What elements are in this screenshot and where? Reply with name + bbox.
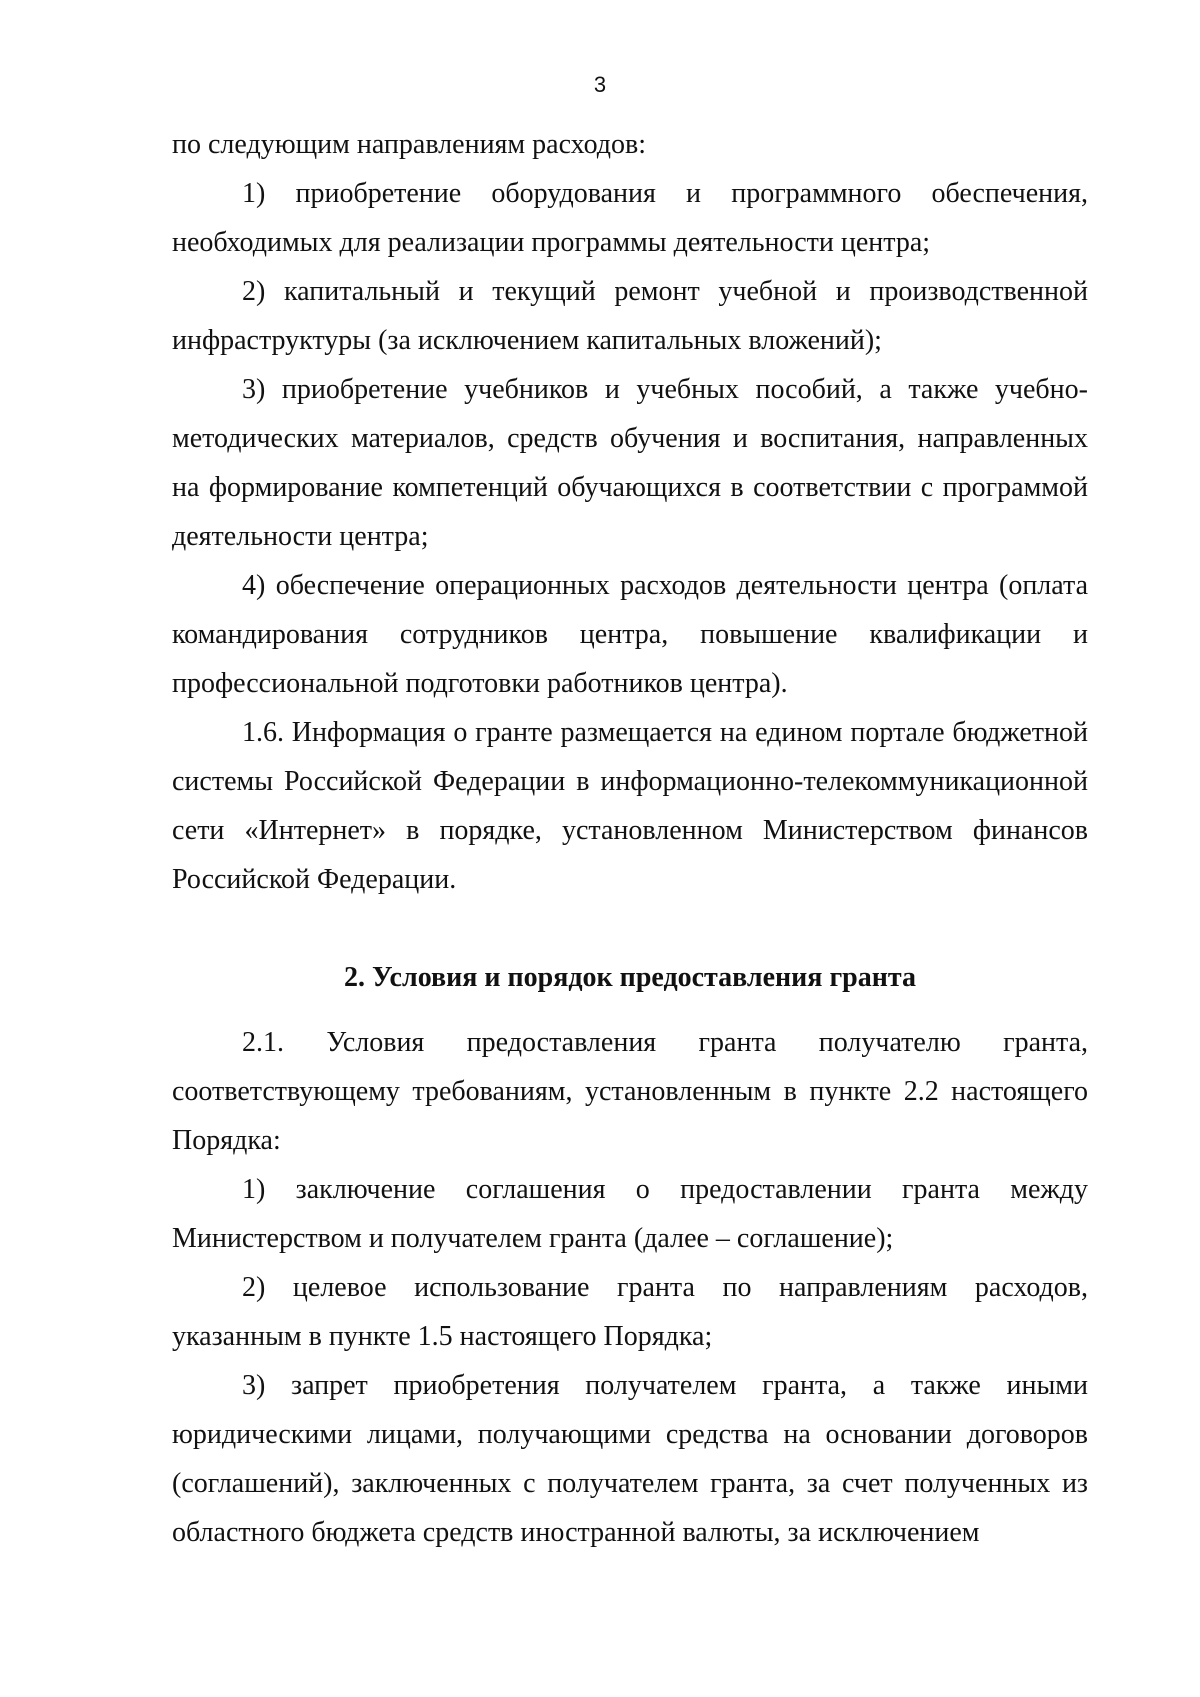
paragraph-continuation: по следующим направлениям расходов: [172,129,647,160]
clause-1-6: 1.6. Информация о гранте размещается на едином портале бюджетной системы Российской Федерации в информационно-телекоммуникационной сети «Интернет» в порядке, установленном Министерством финансов Российской Федерации. [172,717,1088,895]
list-item-textbooks: 3) приобретение учебников и учебных пособий, а также учебно-методических материалов, средств обучения и воспитания, направленных на формирование компетенций обучающихся в соответствии с программой деятельности центра; [172,374,1088,552]
list-item-repair: 2) капитальный и текущий ремонт учебной и производственной инфраструктуры (за исключением капитальных вложений); [172,276,1088,356]
section-heading: 2. Условия и порядок предоставления гранта [344,962,916,993]
list-item-equipment: 1) приобретение оборудования и программного обеспечения, необходимых для реализации программы деятельности центра; [172,178,1088,258]
clause-2-1: 2.1. Условия предоставления гранта получателю гранта, соответствующему требованиям, установленным в пункте 2.2 настоящего Порядка: [172,1027,1088,1156]
page-number: 3 [593,72,607,97]
condition-item-currency-ban: 3) запрет приобретения получателем гранта, а также иными юридическими лицами, получающими средства на основании договоров (соглашений), заключенных с получателем гранта, за счет полученных из областного бюджета средств иностранной валюты, за исключением [172,1370,1088,1548]
condition-item-target-use: 2) целевое использование гранта по направлениям расходов, указанным в пункте 1.5 настоящего Порядка; [172,1272,1088,1352]
document-body [172,120,1088,1557]
list-item-operational-expenses: 4) обеспечение операционных расходов деятельности центра (оплата командирования сотрудников центра, повышение квалификации и профессиональной подготовки работников центра). [172,570,1088,699]
condition-item-agreement: 1) заключение соглашения о предоставлении гранта между Министерством и получателем гранта (далее – соглашение); [172,1174,1088,1254]
